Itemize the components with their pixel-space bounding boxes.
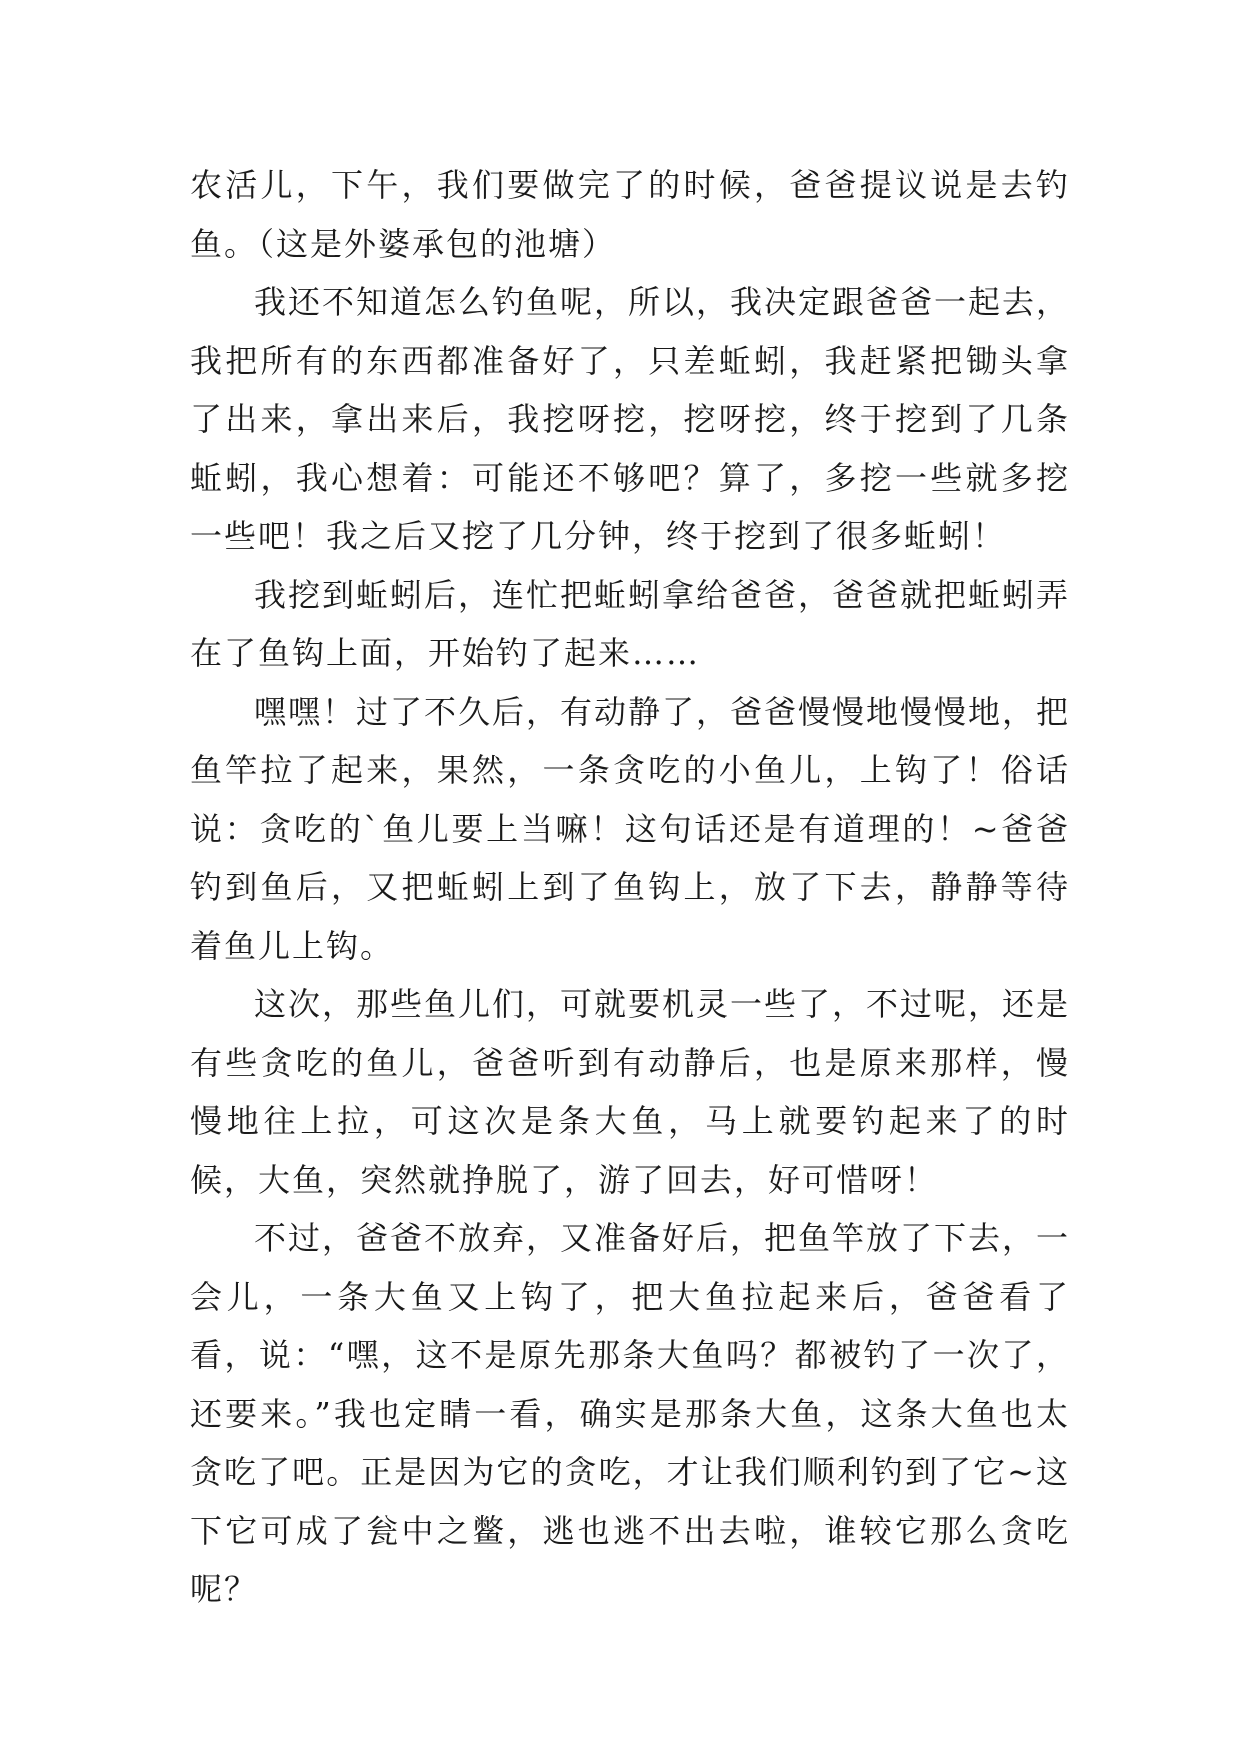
paragraph-4: 嘿嘿！过了不久后，有动静了，爸爸慢慢地慢慢地，把鱼竿拉了起来，果然，一条贪吃的小鱼儿，上钩了！俗话说：贪吃的`鱼儿要上当嘛！这句话还是有道理的！~爸爸钓到鱼后，又把蚯蚓上到了鱼钩上，放了下去，静静等待着鱼儿上钩。 xyxy=(190,692,1071,965)
paragraph-1: 农活儿，下午，我们要做完了的时候，爸爸提议说是去钓鱼。（这是外婆承包的池塘） xyxy=(190,166,1070,263)
paragraph-6: 不过，爸爸不放弃，又准备好后，把鱼竿放了下去，一会儿，一条大鱼又上钩了，把大鱼拉起来后，爸爸看了看，说：“嘿，这不是原先那条大鱼吗？都被钓了一次了，还要来。”我也定睛一看，确实是那条大鱼，这条大鱼也太贪吃了吧。正是因为它的贪吃，才让我们顺利钓到了它~这下它可成了瓮中之鳖，逃也逃不出去啦，谁较它那么贪吃呢？ xyxy=(190,1219,1071,1608)
paragraph-2: 我还不知道怎么钓鱼呢，所以，我决定跟爸爸一起去，我把所有的东西都准备好了，只差蚯蚓，我赶紧把锄头拿了出来，拿出来后，我挖呀挖，挖呀挖，终于挖到了几条蚯蚓，我心想着：可能还不够吧？算了，多挖一些就多挖一些吧！我之后又挖了几分钟，终于挖到了很多蚯蚓！ xyxy=(190,283,1071,555)
paragraph-3: 我挖到蚯蚓后，连忙把蚯蚓拿给爸爸，爸爸就把蚯蚓弄在了鱼钩上面，开始钓了起来…… xyxy=(190,575,1071,672)
paragraph-5: 这次，那些鱼儿们，可就要机灵一些了，不过呢，还是有些贪吃的鱼儿，爸爸听到有动静后，也是原来那样，慢慢地往上拉，可这次是条大鱼，马上就要钓起来了的时候，大鱼，突然就挣脱了，游了回去，好可惜呀！ xyxy=(190,985,1071,1199)
document-body xyxy=(190,156,1070,1619)
